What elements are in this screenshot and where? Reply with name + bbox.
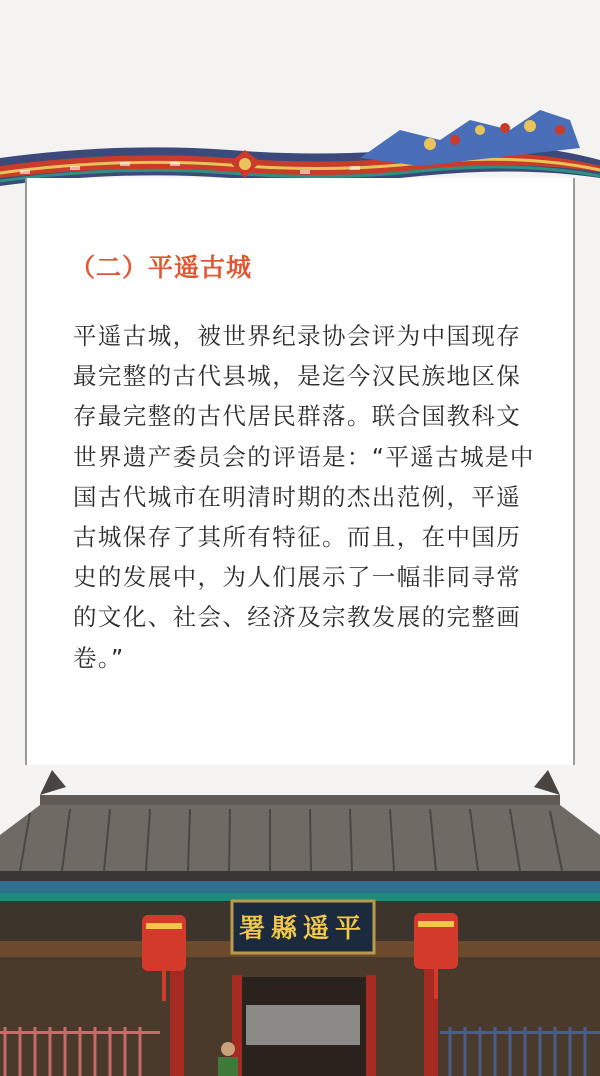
pingyao-yamen-photo bbox=[0, 765, 600, 1076]
plaque-text: 署縣遥平 bbox=[238, 914, 368, 944]
section-body-text: 平遥古城，被世界纪录协会评为中国现存最完整的古代县城，是迄今汉民族地区保存最完整的古代居民群落。联合国教科文世界遗产委员会的评语是：“平遥古城是中国古代城市在明清时期的杰出范例，平遥古城保存了其所有特征。而且，在中国历史的发展中，为人们展示了一幅非同寻常的文化、社会、经济及宗教发展的完整画卷。” bbox=[73, 322, 535, 672]
section-title: （二）平遥古城 bbox=[70, 253, 253, 282]
